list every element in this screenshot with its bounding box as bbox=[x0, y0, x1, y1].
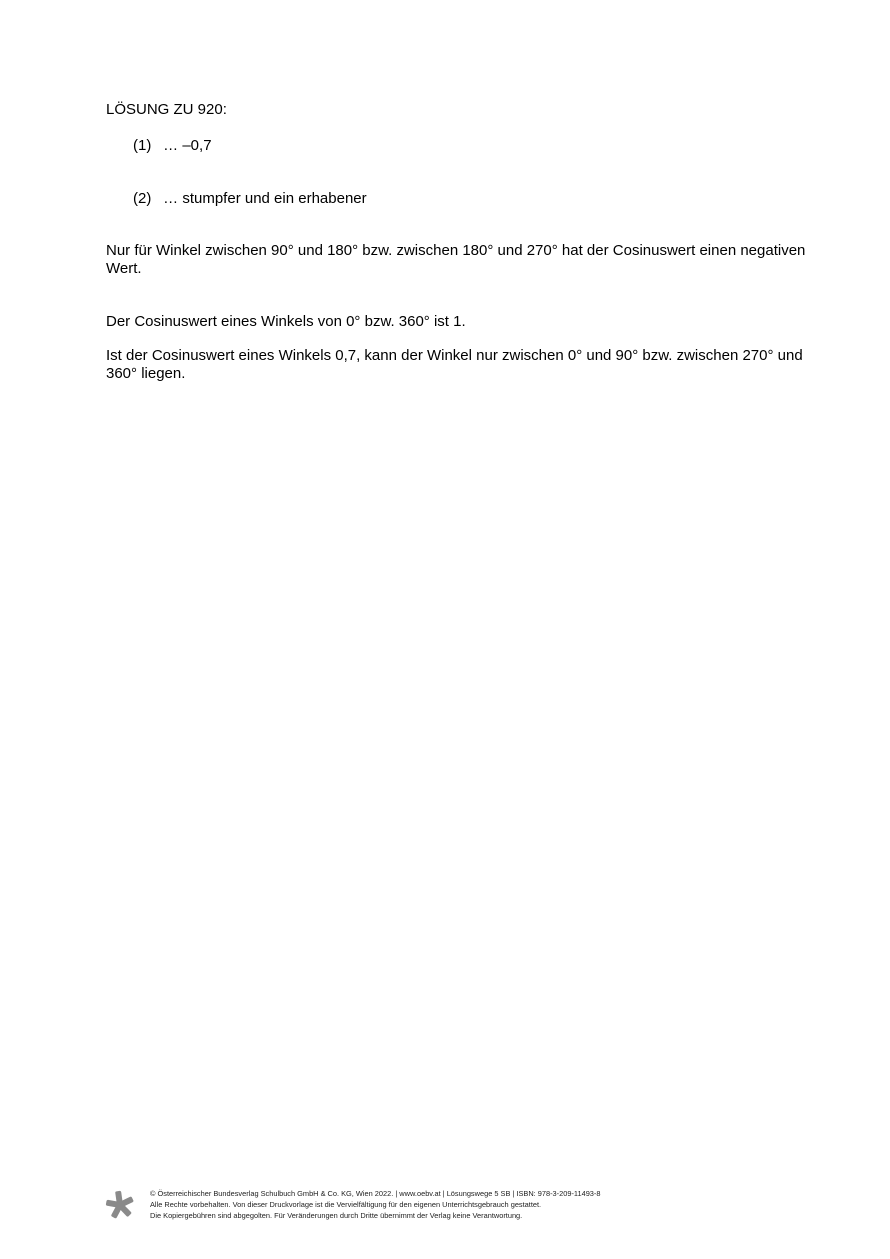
footer-line-fees: Die Kopiergebühren sind abgegolten. Für Veränderungen durch Dritte übernimmt der Verlag keine Verantwortung. bbox=[150, 1211, 523, 1220]
solution-item-1 bbox=[133, 137, 212, 155]
solution-item-2 bbox=[133, 190, 367, 208]
footer-line-rights: Alle Rechte vorbehalten. Von dieser Druckvorlage ist die Vervielfältigung für den eigenen Unterrichtsgebrauch gestattet. bbox=[150, 1200, 542, 1209]
explanation-paragraph-2: Der Cosinuswert eines Winkels von 0° bzw. 360° ist 1. bbox=[106, 313, 466, 330]
copyright-footer bbox=[105, 1188, 725, 1224]
footer-text bbox=[150, 1188, 601, 1221]
explanation-paragraph-1: Nur für Winkel zwischen 90° und 180° bzw. zwischen 180° und 270° hat der Cosinuswert einen negativen Wert. bbox=[106, 242, 806, 277]
publisher-asterisk-logo-icon bbox=[105, 1190, 135, 1220]
explanation-paragraph-3: Ist der Cosinuswert eines Winkels 0,7, kann der Winkel nur zwischen 0° und 90° bzw. zwischen 270° und 360° liegen. bbox=[106, 347, 803, 382]
item-text: … stumpfer und ein erhabener bbox=[163, 190, 367, 207]
footer-line-copyright: © Österreichischer Bundesverlag Schulbuch GmbH & Co. KG, Wien 2022. | www.oebv.at | Lösungswege 5 SB | ISBN: 978-3-209-11493-8 bbox=[150, 1189, 601, 1198]
item-number: (2) bbox=[133, 190, 152, 207]
solution-heading: LÖSUNG ZU 920: bbox=[106, 101, 227, 118]
item-text: … –0,7 bbox=[163, 137, 212, 154]
item-number: (1) bbox=[133, 137, 152, 154]
